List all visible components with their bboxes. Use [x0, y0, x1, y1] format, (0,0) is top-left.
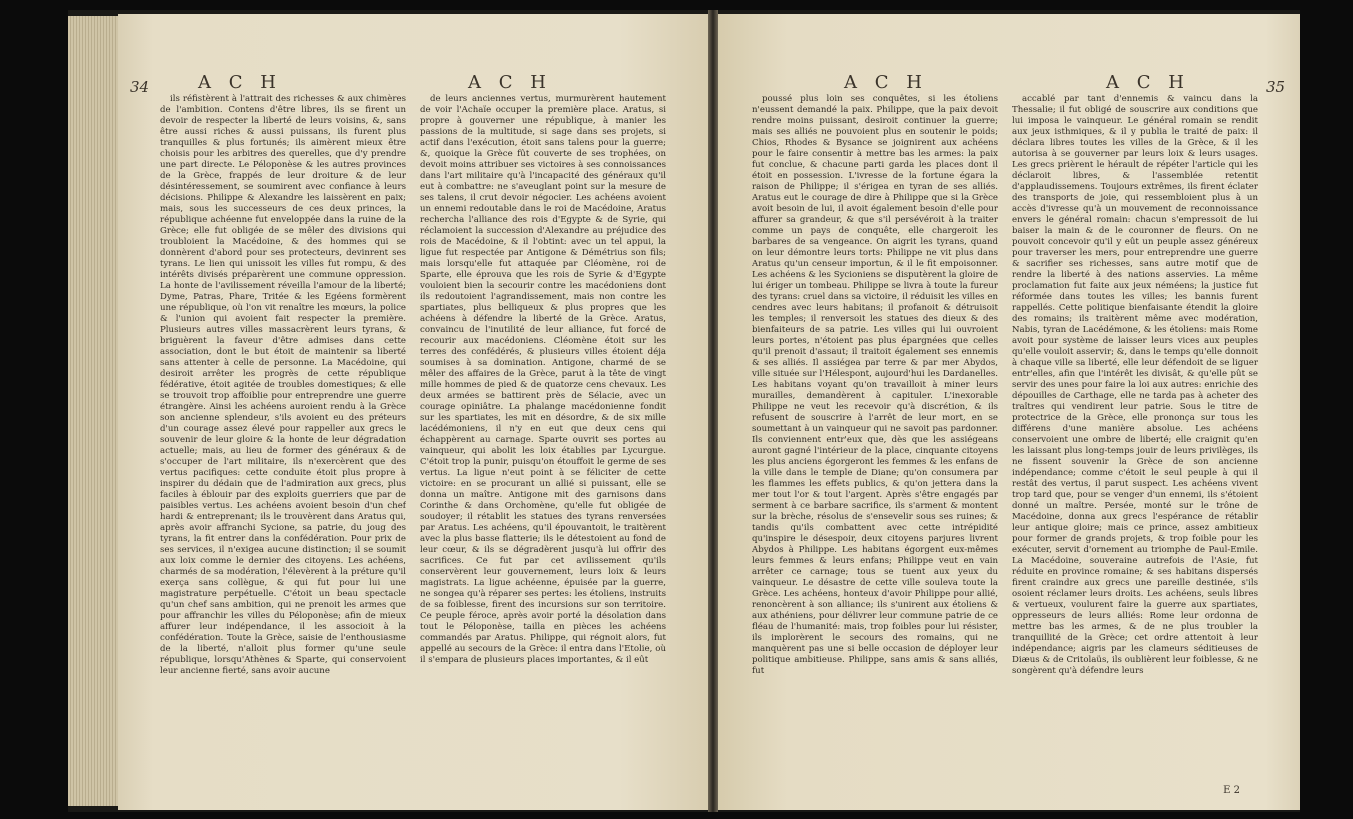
left-column-1: [160, 94, 406, 794]
right-page-number: 35: [1266, 78, 1286, 96]
left-running-head-1: A C H: [198, 72, 282, 93]
left-page: [118, 14, 708, 810]
left-col2-text: de leurs anciennes vertus, murmurèrent hautement de voir l'Achaïe occuper la première place. Aratus, si propre à gouverner une république, à manier les passions de la multitude, si sage dans ses projets, si actif dans l'exécution, étoit sans talens pour la guerre; &, quoique la Grèce fût couverte de ses trophées, on devoit moins attribuer ses victoires à ses connoissances dans l'art militaire qu'à l'incapacité des généraux qu'il eut à combattre: ne s'aveuglant point sur la mesure de ses talens, il crut devoir négocier. Les achéens avoient un ennemi redoutable dans le roi de Macédoine, Aratus rechercha l'alliance des rois d'Egypte & de Syrie, qui réclamoient la succession d'Alexandre au préjudice des rois de Macédoine, & il l'obtint: avec un tel appui, la ligue fut respectée par Antigone & Démétrius son fils; mais lorsqu'elle fut attaquée par Cléomène, roi de Sparte, elle éprouva que les rois de Syrie & d'Egypte vouloient bien la secourir contre les macédoniens dont ils redoutoient l'agrandissement, mais non contre les spartiates, plus belliqueux & plus propres que les achéens à défendre la liberté de la Grèce. Aratus, convaincu de l'inutilité de leur alliance, fut forcé de recourir aux macédoniens. Cléomène étoit sur les terres des confédérés, & plusieurs villes étoient déja soumises à sa domination. Antigone, charmé de se mêler des affaires de la Grèce, parut à la tête de vingt mille hommes de pied & de quatorze cens chevaux. Les deux armées se battirent près de Sélacie, avec un courage opiniâtre. La phalange macédonienne fondit sur les spartiates, les mit en désordre, & de six mille lacédémoniens, il n'y en eut que deux cens qui échappèrent au carnage. Sparte ouvrit ses portes au vainqueur, qui abolit les loix établies par Lycurgue. C'étoit trop la punir, puisqu'on étouffoit le germe de ses vertus. La ligue n'eut point à se féliciter de cette victoire: en se procurant un allié si puissant, elle se donna un maître. Antigone mit des garnisons dans Corinthe & dans Orchomène, qu'elle fut obligée de soudoyer; il rétablit les statues des tyrans renversées par Aratus. Les achéens, qu'il épouvantoit, le traitèrent avec la plus basse flatterie; ils le détestoient au fond de leur cœur, & ils se dégradèrent jusqu'à lui offrir des sacrifices. Ce fut par cet avilissement qu'ils conservèrent leur gouvernement, leurs loix & leurs magistrats. La ligue achéenne, épuisée par la guerre, ne songea qu'à réparer ses pertes: les étoliens, instruits de sa foiblesse, firent des incursions sur son territoire. Ce peuple féroce, après avoir porté la désolation dans tout le Péloponèse, tailla en pièces les achéens commandés par Aratus. Philippe, qui régnoit alors, fut appellé au secours de la Grèce: il entra dans l'Etolie, où il s'empara de plusieurs places importantes, & il eût: [420, 94, 666, 665]
right-running-head-2: A C H: [1106, 72, 1190, 93]
page-edges: [68, 16, 118, 806]
right-col2-text: accablé par tant d'ennemis & vaincu dans la Thessalie; il fut obligé de souscrire aux conditions que lui imposa le vainqueur. Le général romain se rendit aux jeux isthmiques, & il y publia le traité de paix: il déclara libres toutes les villes de la Grèce, & il les autorisa à se gouverner par leurs loix & leurs usages. Les grecs prièrent le hérault de répéter l'article qui les déclaroit libres, & l'assemblée retentit d'applaudissemens. Toujours extrêmes, ils firent éclater des transports de joie, qui ressembloient plus à un accès d'ivresse qu'à un mouvement de reconnoissance envers le général romain: chacun s'empressoit de lui baiser la main & de le couronner de fleurs. On ne pouvoit concevoir qu'il y eût un peuple assez généreux pour traverser les mers, pour entreprendre une guerre & sacrifier ses richesses, sans autre motif que de rendre la liberté à des nations asservies. La même proclamation fut faite aux jeux néméens; la justice fut réformée dans toutes les villes; les bannis furent rappellés. Cette politique bienfaisante étendit la gloire des romains; ils traitèrent même avec modération, Nabis, tyran de Lacédémone, & les étoliens: mais Rome avoit pour système de laisser leurs vices aux peuples qu'elle vouloit asservir; &, dans le temps qu'elle donnoit à chaque ville sa liberté, elle leur défendoit de se liguer entr'elles, afin que l'intérêt les divisât, & qu'elle pût se servir des unes pour faire la loi aux autres: enrichie des dépouilles de Carthage, elle ne tarda pas à acheter des traîtres qui vendirent leur patrie. Sous le titre de protectrice de la Grèce, elle prononça sur tous les différens d'une manière absolue. Les achéens conservoient une ombre de liberté; elle craignit qu'en les laissant plus long-temps jouir de leurs privilèges, ils ne fissent souvenir la Grèce de son ancienne indépendance; comme c'étoit le seul peuple à qui il restât des vertus, il parut suspect. Les achéens vivent trop tard que, pour se venger d'un ennemi, ils s'étoient donné un maître. Persée, monté sur le trône de Macédoine, donna aux grecs l'espérance de rétablir leur antique gloire; mais ce prince, assez ambitieux pour former de grands projets, & trop foible pour les exécuter, servit d'ornement au triomphe de Paul-Emile. La Macédoine, souveraine autrefois de l'Asie, fut réduite en province romaine; & ses habitans dispersés firent craindre aux grecs une pareille destinée, s'ils osoient réclamer leurs droits. Les achéens, seuls libres & vertueux, voulurent faire la guerre aux spartiates, oppresseurs de leurs alliés: Rome leur ordonna de mettre bas les armes, & de ne plus troubler la tranquillité de la Grèce; cet ordre attentoit à leur indépendance; aigris par les clameurs séditieuses de Diæus & de Critolaüs, ils oublièrent leur foiblesse, & ne songèrent qu'à défendre leurs: [1012, 94, 1258, 676]
book-gutter: [708, 10, 718, 812]
left-running-head-2: A C H: [468, 72, 552, 93]
right-page: [718, 14, 1300, 810]
left-column-2: [420, 94, 666, 794]
right-column-2: [1012, 94, 1258, 794]
right-column-1: [752, 94, 998, 794]
left-col1-text: ils réfistèrent à l'attrait des richesses & aux chimères de l'ambition. Contens d'être libres, ils se firent un devoir de respecter la liberté de leurs voisins, &, sans être aussi riches & aussi puissans, ils furent plus tranquilles & plus fortunés; ils aimèrent mieux être choisis pour les arbitres des querelles, que d'y prendre une part directe. Le Péloponèse & les autres provinces de la Grèce, frappés de leur droiture & de leur désintéressement, se soumirent avec confiance à leurs décisions. Philippe & Alexandre les laissèrent en paix; mais, sous les successeurs de ces deux princes, la république achéenne fut enveloppée dans la ruine de la Grèce; elle fut obligée de se mêler des divisions qui troubloient la Macédoine, & des hommes qui se donnèrent d'abord pour ses protecteurs, devinrent ses tyrans. Le lien qui unissoit les villes fut rompu, & des intérêts divisés préparèrent une commune oppression. La honte de l'avilissement réveilla l'amour de la liberté; Dyme, Patras, Phare, Tritée & les Egéens formèrent une république, où l'on vit renaître les mœurs, la police & l'union qui avoient fait respecter la première. Plusieurs autres villes massacrèrent leurs tyrans, & briguèrent la faveur d'être admises dans cette association, dont le but étoit de maintenir sa liberté sans attenter à celle de personne. La Macédoine, qui desiroit arrêter les progrès de cette république fédérative, étoit agitée de troubles domestiques; & elle se trouvoit trop affoiblie pour entreprendre une guerre étrangère. Ainsi les achéens auroient rendu à la Grèce son ancienne splendeur, s'ils avoient eu des préteurs d'un courage assez élevé pour rappeller aux grecs le souvenir de leur gloire & la honte de leur dégradation actuelle; mais, au lieu de former des généraux & de s'occuper de l'art militaire, ils n'exercèrent que des vertus pacifiques: cette conduite étoit plus propre à inspirer du dédain que de l'admiration aux grecs, plus faciles à éblouir par des exploits guerriers que par de paisibles vertus. Les achéens avoient besoin d'un chef hardi & entreprenant; ils le trouvèrent dans Aratus qui, après avoir affranchi Sycione, sa patrie, du joug des tyrans, la fit entrer dans la confédération. Pour prix de ses services, il n'exigea aucune distinction; il se soumit aux loix comme le dernier des citoyens. Les achéens, charmés de sa modération, l'élevèrent à la préture qu'il exerça sans collègue, & qui fut pour lui une magistrature perpétuelle. C'étoit un beau spectacle qu'un chef sans ambition, qui ne prenoit les armes que pour affranchir les villes du Péloponèse; afin de mieux affurer leur indépendance, il les associoit à la confédération. Toute la Grèce, saisie de l'enthousiasme de la liberté, n'alloit plus former qu'une seule république, lorsqu'Athènes & Sparte, qui conservoient leur ancienne fierté, sans avoir aucune: [160, 94, 406, 676]
left-page-number: 34: [130, 78, 150, 96]
book-spread: [68, 10, 1300, 812]
right-col1-text: poussé plus loin ses conquêtes, si les étoliens n'eussent demandé la paix. Philippe, que la paix devoit rendre moins puissant, desiroit continuer la guerre; mais ses alliés ne pouvoient plus en soutenir le poids; Chios, Rhodes & Bysance se joignirent aux achéens pour le faire consentir à mettre bas les armes: la paix fut conclue, & chacune parti garda les places dont il étoit en possession. L'ivresse de la fortune égara la raison de Philippe; il s'érigea en tyran de ses alliés. Aratus eut le courage de dire à Philippe que si la Grèce avoit besoin de lui, il avoit également besoin d'elle pour affurer sa grandeur, & que s'il persévéroit à la traiter comme un pays de conquête, elle chargeroit les barbares de sa vengeance. On aigrit les tyrans, quand on leur démontre leurs torts: Philippe ne vit plus dans Aratus qu'un censeur importun, & il le fit empoisonner. Les achéens & les Sycioniens se disputèrent la gloire de lui ériger un tombeau. Philippe se livra à toute la fureur des tyrans: cruel dans sa victoire, il réduisit les villes en cendres avec leurs habitans; il profanoit & détruisoit les temples; il renversoit les statues des dieux & des bienfaiteurs de sa patrie. Les villes qui lui ouvroient leurs portes, n'étoient pas plus épargnées que celles qu'il prenoit d'assaut; il traitoit également ses ennemis & ses alliés. Il assiégea par terre & par mer Abydos, ville située sur l'Hélespont, aujourd'hui les Dardanelles. Les habitans voyant qu'on travailloit à miner leurs murailles, demandèrent à capituler. L'inexorable Philippe ne veut les recevoir qu'à discrétion, & ils refusent de souscrire à l'arrêt de leur mort, en se soumettant à un vainqueur qui ne savoit pas pardonner. Ils conviennent entr'eux que, dès que les assiégeans auront gagné l'intérieur de la place, cinquante citoyens les plus anciens égorgeront les femmes & les enfans de la ville dans le temple de Diane; qu'on consumera par les flammes les effets publics, & qu'on jettera dans la mer tout l'or & tout l'argent. Après s'être engagés par serment à ce barbare sacrifice, ils s'arment & montent sur la brèche, résolus de s'ensevelir sous ses ruines; & tandis qu'ils combattent avec cette intrépidité qu'inspire le désespoir, deux citoyens parjures livrent Abydos à Philippe. Les habitans égorgent eux-mêmes leurs femmes & leurs enfans; Philippe veut en vain arrêter ce carnage; tous se tuent aux yeux du vainqueur. Le désastre de cette ville souleva toute la Grèce. Les achéens, honteux d'avoir Philippe pour allié, renoncèrent à son alliance; ils s'unirent aux étoliens & aux athéniens, pour délivrer leur commune patrie de ce fléau de l'humanité: mais, trop foibles pour lui résister, ils implorèrent le secours des romains, qui ne manquèrent pas une si belle occasion de déployer leur politique ambitieuse. Philippe, sans amis & sans alliés, fut: [752, 94, 998, 676]
right-running-head-1: A C H: [844, 72, 928, 93]
signature-mark: E 2: [1223, 785, 1240, 796]
